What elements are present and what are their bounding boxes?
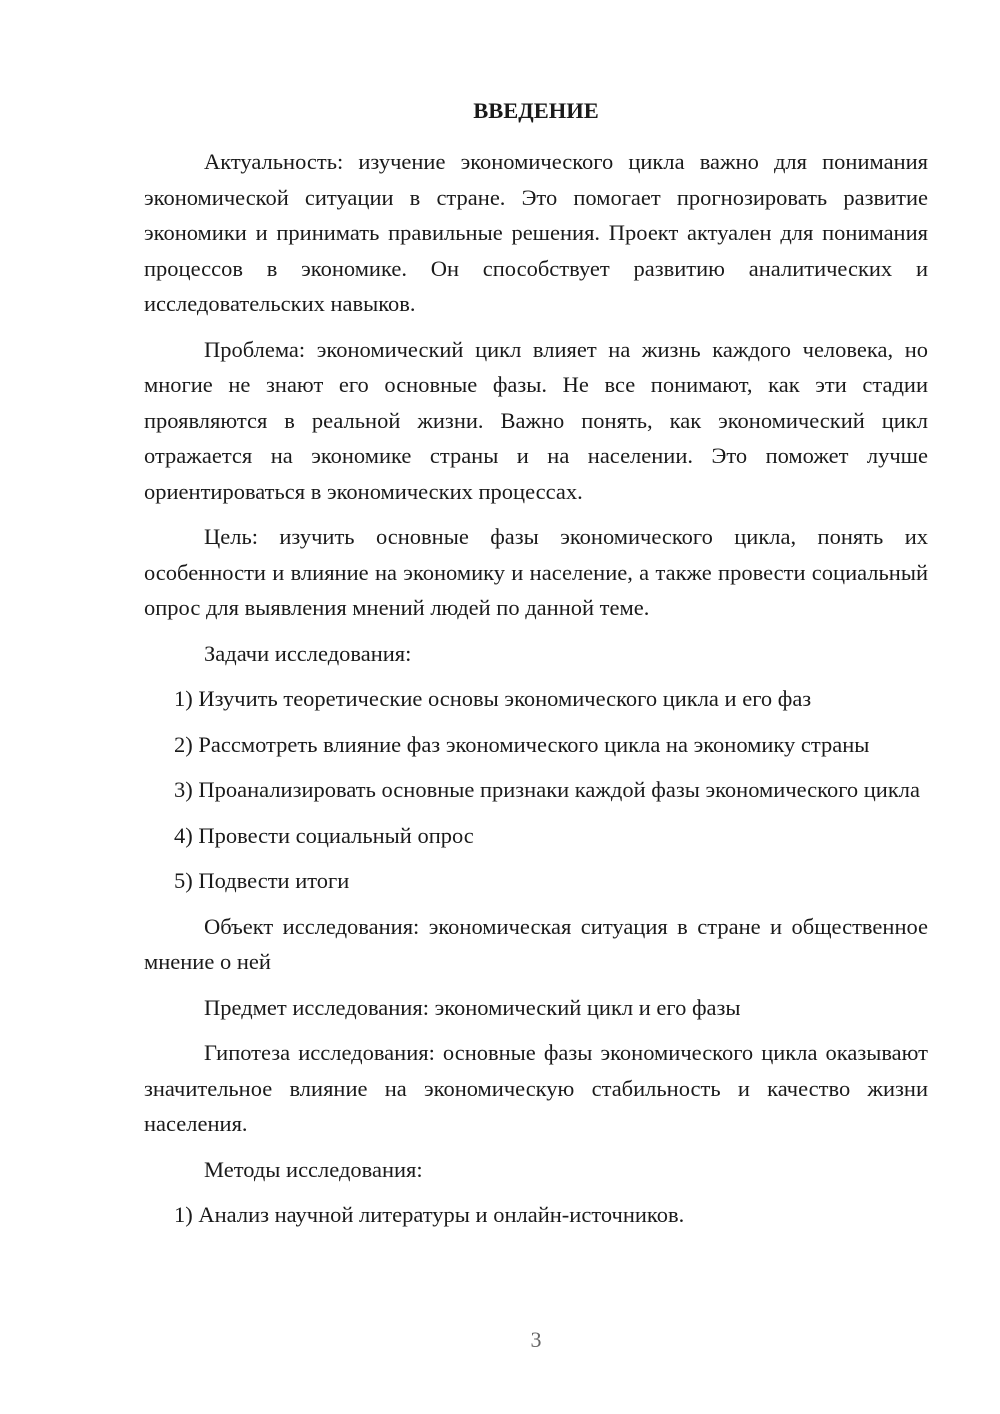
paragraph-object: Объект исследования: экономическая ситуация в стране и общественное мнение о ней [144, 913, 928, 974]
paragraph-problem: Проблема: экономический цикл влияет на жизнь каждого человека, но многие не знают его основные фазы. Не все понимают, как эти стадии проявляются в реальной жизни. Важно понять, как экономический цикл отражается на экономике страны и на населении. Это поможет лучше ориентироваться в экономических процессах. [144, 336, 928, 504]
paragraph-relevance: Актуальность: изучение экономического цикла важно для понимания экономической ситуации в стране. Это помогает прогнозировать развитие экономики и принимать правильные решения. Проект актуален для понимания процессов в экономике. Он способствует развитию аналитических и исследовательских навыков. [144, 149, 928, 316]
paragraph-hypothesis: Гипотеза исследования: основные фазы экономического цикла оказывают значительное влияние на экономическую стабильность и качество жизни населения. [144, 1040, 928, 1136]
task-item: 1) Изучить теоретические основы экономического цикла и его фаз [174, 686, 812, 711]
paragraph-goal: Цель: изучить основные фазы экономического цикла, понять их особенности и влияние на экономику и население, а также провести социальный опрос для выявления мнений людей по данной теме. [144, 524, 928, 620]
page-number: 3 [530, 1327, 542, 1352]
task-item: 5) Подвести итоги [174, 868, 350, 893]
page-title: ВВЕДЕНИЕ [473, 98, 599, 123]
task-item: 3) Проанализировать основные признаки каждой фазы экономического цикла [174, 777, 920, 802]
paragraph-subject: Предмет исследования: экономический цикл и его фазы [204, 994, 741, 1020]
methods-heading: Методы исследования: [204, 1156, 423, 1182]
method-item: 1) Анализ научной литературы и онлайн-источников. [174, 1202, 685, 1227]
tasks-heading: Задачи исследования: [204, 640, 412, 666]
task-item: 2) Рассмотреть влияние фаз экономического цикла на экономику страны [174, 731, 870, 757]
document-page [144, 96, 928, 1243]
task-item: 4) Провести социальный опрос [174, 822, 474, 848]
